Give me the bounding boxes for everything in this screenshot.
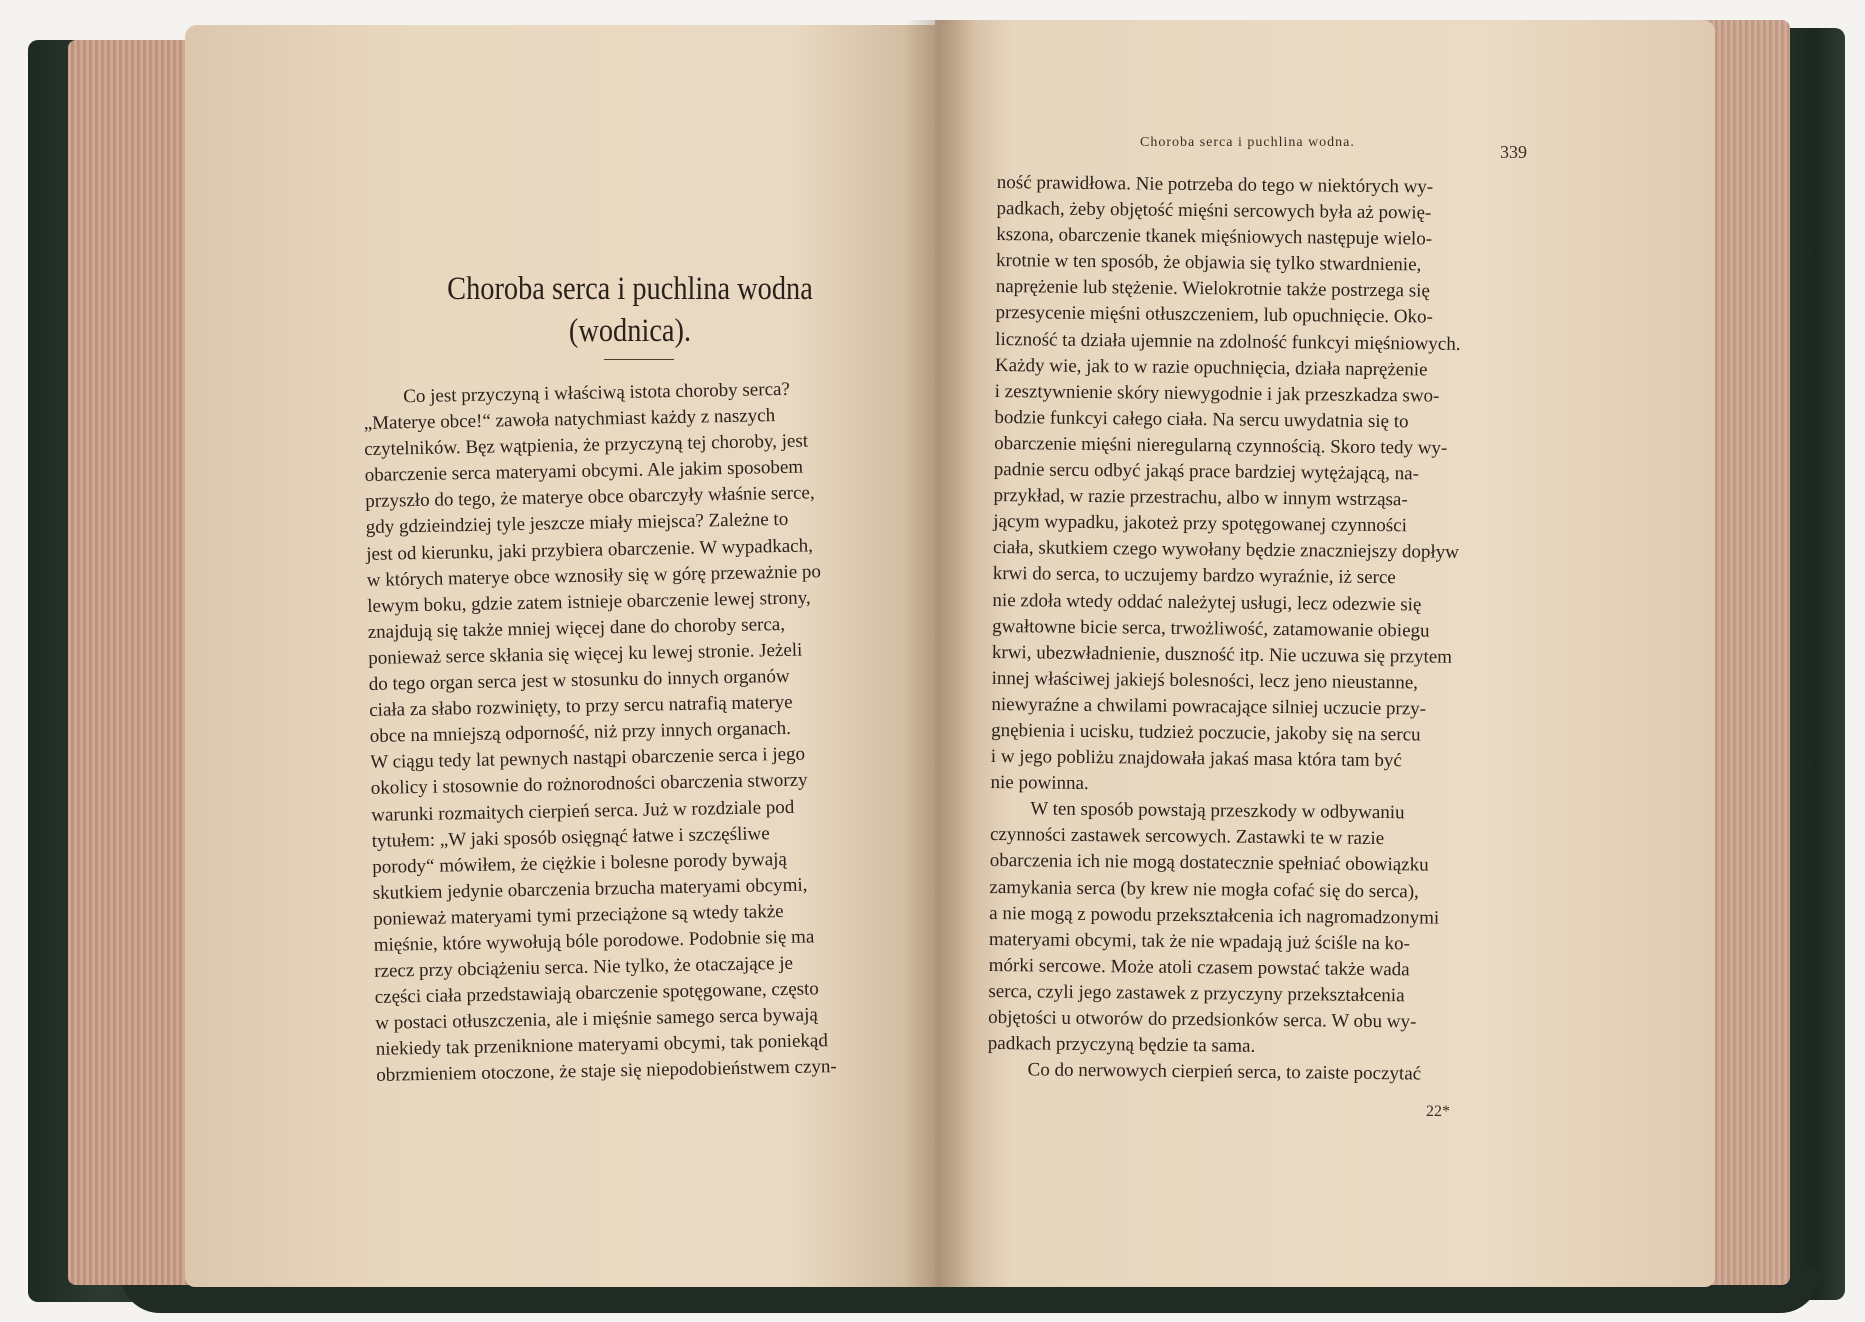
text-line: niekiedy tak przeniknione materyami obcymi, tak poniekąd [375,1030,829,1061]
text-line: naprężenie lub stężenie. Wielokrotnie także postrzega się [995,276,1430,302]
text-line: zamykania serca (by krew nie mogła cofać się do serca), [989,876,1419,902]
text-line: warunki rozmaitych cierpień serca. Już w rozdziale pod [371,796,795,826]
text-line: czytelników. Bęz wątpienia, że przyczyną tej choroby, jest [364,430,809,461]
text-line: części ciała przedstawiają obarczenie spotęgowane, często [374,978,820,1009]
text-line: ponieważ serce skłania się więcej ku lewej stronie. Jeżeli [368,639,803,669]
book-gutter [905,20,975,1287]
text-line: porody“ mówiłem, że ciężkie i bolesne porody bywają [372,848,788,878]
text-line: kszona, obarczenie tkanek mięśniowych następuje wielo- [996,224,1433,250]
text-line: objętości u otworów do przedsionków serca. W obu wy- [988,1006,1417,1033]
text-line: lewym boku, gdzie zatem istnieje obarczenie lewej strony, [367,587,811,617]
title-rule [604,359,674,360]
right-page-text [987,170,1532,1089]
text-line: Co jest przyczyną i właściwą istota choroby serca? [403,378,791,408]
text-line: niewyraźne a chwilami powracające silniej uczucie przy- [991,693,1427,720]
text-line: ciała, skutkiem czego wywołany będzie znaczniejszy dopływ [992,537,1459,564]
text-line: gwałtowne bicie serca, trwożliwość, zatamowanie obiegu [992,615,1430,642]
text-line: nie zdoła wtedy oddać należytej usługi, lecz odezwie się [992,589,1422,615]
text-line: obarczenia ich nie mogą dostatecznie spełniać obowiązku [989,850,1429,876]
chapter-title-line2: (wodnica). [568,313,692,349]
text-line: ponieważ materyami tymi przeciążone są wtedy także [373,900,784,930]
text-line: mięśnie, które wywołują bóle porodowe. Podobnie się ma [373,926,815,956]
text-line: przesycenie mięśni otłuszczeniem, lub opuchnięcie. Oko- [995,302,1433,329]
text-line: krwi, ubezwładnienie, duszność itp. Nie uczuwa się przytem [991,641,1453,668]
text-line: padkach, żeby objętość mięśni sercowych była aż powię- [996,198,1432,224]
text-line: krwi do serca, to uczujemy bardzo wyraźnie, iż serce [992,563,1396,589]
text-line: obce na mniejszą odporność, niż przy innych organach. [369,718,792,748]
text-line: gdy gdzieindziej tyle jeszcze miały miejsca? Zależne to [365,509,789,539]
text-line: obarczenie serca materyami obcymi. Ale jakim sposobem [364,456,804,487]
text-line: czynności zastawek sercowych. Zastawki te w razie [989,824,1385,850]
text-line: padnie sercu odbyć jakąś prace bardziej wytężającą, na- [993,459,1420,485]
text-line: w których materye obce wznosiły się w górę przeważnie po [366,560,822,591]
text-line: jest od kierunku, jaki przybiera obarczenie. W wypadkach, [366,534,814,565]
text-line: W ciągu tedy lat pewnych nastąpi obarczenie serca i jego [370,743,806,774]
chapter-title [398,268,862,352]
text-line: padkach przyczyną będzie ta sama. [987,1033,1256,1057]
text-line: innej właściwej jakiejś bolesności, lecz jeno nieustanne, [991,667,1419,694]
text-line: znajdują się także mniej więcej dane do choroby serca, [367,613,786,643]
text-line: bodzie funkcyi całego ciała. Na sercu uwydatnia się to [994,406,1409,433]
text-line: mórki sercowe. Może atoli czasem powstać także wada [988,954,1410,981]
text-line: a nie mogą z powodu przekształcenia ich nagromadzonymi [989,902,1440,929]
text-line: ność prawidłowa. Nie potrzeba do tego w niektórych wy- [996,171,1434,198]
text-line: „Materye obce!“ zawoła natychmiast każdy z naszych [363,405,776,435]
text-line: materyami obcymi, tak że nie wpadają już ściśle na ko- [988,928,1411,955]
text-line: liczność ta działa ujemnie na zdolność funkcyi mięśniowych. [995,328,1461,355]
text-line: do tego organ serca jest w stosunku do innych organów [368,665,790,695]
text-line: skutkiem jedynie obarczenia brzucha materyami obcymi, [372,874,808,904]
text-line: tytułem: „W jaki sposób osięgnąć łatwe i szczęśliwe [371,822,770,852]
text-line: serca, czyli jego zastawek z przyczyny przekształcenia [988,980,1405,1007]
text-line: Każdy wie, jak to w razie opuchnięcia, działa naprężenie [994,354,1428,381]
text-line: ciała za słabo rozwinięty, to przy sercu natrafią materye [369,691,793,722]
text-line: przykład, w razie przestrachu, albo w innym wstrząsa- [993,485,1408,511]
text-line: i w jego pobliżu znajdowała jakaś masa która tam być [990,746,1402,772]
page-number: 339 [1500,142,1527,162]
text-line: okolicy i stosownie do rożnorodności obarczenia stworzy [370,769,808,800]
chapter-title-line1: Choroba serca i puchlina wodna [447,271,813,307]
running-head: Choroba serca i puchlina wodna. [1140,135,1355,150]
text-line: obrzmieniem otoczone, że staje się niepodobieństwem czyn- [376,1056,837,1087]
text-line: gnębienia i ucisku, tudzież poczucie, jakoby się na sercu [991,719,1421,746]
text-line: nie powinna. [990,772,1089,795]
text-line: przyszło do tego, że materye obce obarczyły właśnie serce, [365,482,815,513]
text-line: Co do nerwowych cierpień serca, to zaiste poczytać [1027,1059,1422,1085]
text-line: W ten sposób powstają przeszkody w odbywaniu [1030,798,1405,824]
text-line: w postaci otłuszczenia, ale i mięśnie samego serca bywają [375,1004,819,1035]
text-line: krotnie w ten sposób, że objawia się tylko stwardnienie, [995,250,1422,276]
text-line: jącym wypadku, jakoteż przy spotęgowanej czynności [993,511,1408,537]
signature-mark: 22* [1426,1103,1450,1120]
page-edges-left [68,40,198,1285]
left-page-text [363,375,911,1090]
text-line: i zesztywnienie skóry niewygodnie i jak przeszkadza swo- [994,380,1440,407]
text-line: rzecz przy obciążeniu serca. Nie tylko, że otaczające je [374,952,794,982]
text-line: obarczenie mięśni nieregularną czynnością. Skoro tedy wy- [994,432,1448,459]
